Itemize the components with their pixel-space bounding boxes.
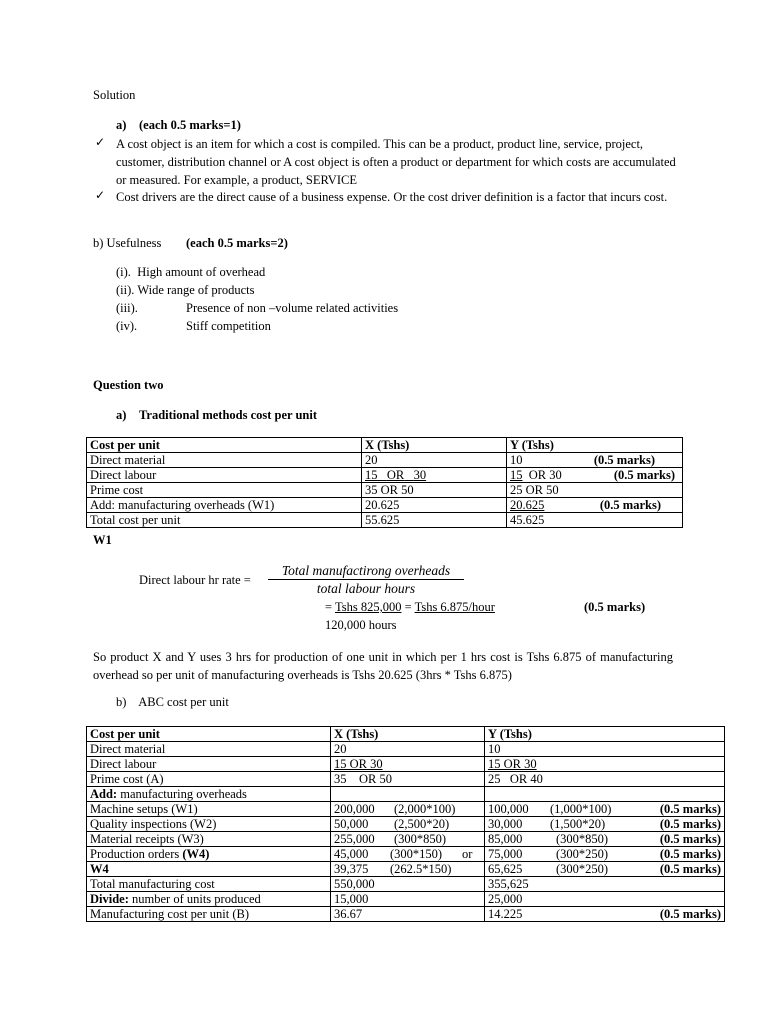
- marks-label: (0.5 marks): [613, 468, 675, 482]
- cell-y: [507, 498, 683, 513]
- w1-marks: (0.5 marks): [584, 600, 646, 614]
- cell-x: 39,375 (262.5*150): [331, 862, 485, 877]
- table-row: [87, 877, 725, 892]
- cell-y: [485, 787, 725, 802]
- row-label: Total cost per unit: [87, 513, 362, 528]
- cell-x: 20: [362, 453, 507, 468]
- row-label: Prime cost (A): [87, 772, 331, 787]
- row-label: Manufacturing cost per unit (B): [87, 907, 331, 922]
- cell-x: 36.67: [331, 907, 485, 922]
- hours-value: 120,000 hours: [325, 618, 397, 632]
- row-label: Machine setups (W1): [87, 802, 331, 817]
- cell-y: 65,625 (300*250) (0.5 marks): [485, 862, 725, 877]
- q2a-title: Traditional methods cost per unit: [139, 408, 318, 422]
- table-row: [87, 892, 725, 907]
- cell-y: 25 OR 40: [485, 772, 725, 787]
- marks-label: (0.5 marks): [599, 498, 661, 512]
- item-text: Stiff competition: [186, 319, 271, 333]
- part-b-label: b) Usefulness: [93, 236, 162, 250]
- cell-y-a: 15: [510, 468, 523, 482]
- w1-label: W1: [93, 533, 112, 547]
- cell-x: 55.625: [362, 513, 507, 528]
- rate-label: Direct labour hr rate =: [139, 573, 251, 587]
- table-row: [87, 483, 683, 498]
- row-label: Add: manufacturing overheads (W1): [87, 498, 362, 513]
- solution-heading: Solution: [93, 88, 136, 102]
- cell-x: 255,000 (300*850): [331, 832, 485, 847]
- row-label: Production orders (W4): [87, 847, 331, 862]
- table-header-row: [87, 438, 683, 453]
- cell-y: 355,625: [485, 877, 725, 892]
- cell-y: 75,000 (300*250) (0.5 marks): [485, 847, 725, 862]
- cell-x: [362, 468, 507, 483]
- cell-y: 45.625: [507, 513, 683, 528]
- marks-label: (0.5 marks): [659, 817, 721, 831]
- usefulness-item: [116, 283, 254, 298]
- row-label: Direct material: [87, 453, 362, 468]
- part-b-marks: (each 0.5 marks=2): [186, 236, 288, 250]
- table-header-row: [87, 727, 725, 742]
- question-two-heading: Question two: [93, 378, 164, 392]
- cell-y: 10: [485, 742, 725, 757]
- traditional-cost-table: [86, 437, 683, 528]
- cell-y: 30,000 (1,500*20) (0.5 marks): [485, 817, 725, 832]
- table-row: [87, 498, 683, 513]
- cell-x: 550,000: [331, 877, 485, 892]
- cell-y-value: 20.625: [510, 498, 545, 512]
- marks-label: (0.5 marks): [659, 802, 721, 816]
- item-number: (iii).: [116, 301, 138, 315]
- table-row: [87, 453, 683, 468]
- item-text: High amount of overhead: [137, 265, 266, 279]
- part-a-bullet-2: Cost drivers are the direct cause of a business expense. Or the cost driver definition is a factor that incurs cost.: [116, 190, 668, 204]
- row-label: Prime cost: [87, 483, 362, 498]
- table-row: [87, 817, 725, 832]
- part-a-bullet-1: A cost object is an item for which a cost is compiled. This can be a product, product line, service, project, customer, distribution channel or A cost object is often a product or department for which costs are accumulated or measured. For example, a product, SERVICE: [116, 137, 676, 187]
- table-row: [87, 742, 725, 757]
- table-row: [87, 513, 683, 528]
- q2a-label: a): [116, 408, 127, 422]
- cell-x: 35 OR 50: [331, 772, 485, 787]
- table-row: [87, 907, 725, 922]
- row-label: Material receipts (W3): [87, 832, 331, 847]
- cell-y: 25,000: [485, 892, 725, 907]
- table-row: [87, 787, 725, 802]
- cell-x: 35 OR 50: [362, 483, 507, 498]
- cell-x: 20: [331, 742, 485, 757]
- cell-x: 50,000 (2,500*20): [331, 817, 485, 832]
- check-icon: ✓: [95, 135, 106, 149]
- marks-label: (0.5 marks): [659, 907, 721, 921]
- header-y: Y (Tshs): [485, 727, 725, 742]
- cell-x: 200,000 (2,000*100): [331, 802, 485, 817]
- cell-y-value: 10: [510, 453, 523, 467]
- formula-denominator: total labour hours: [316, 581, 416, 596]
- row-label: Divide: number of units produced: [87, 892, 331, 907]
- row-label: Direct labour: [87, 468, 362, 483]
- table-row: [87, 862, 725, 877]
- table-row: [87, 847, 725, 862]
- table-row: [87, 802, 725, 817]
- marks-label: (0.5 marks): [659, 832, 721, 846]
- row-label: W4: [87, 862, 331, 877]
- part-a-marks: (each 0.5 marks=1): [139, 118, 241, 132]
- cell-x: 45,000 (300*150) or: [331, 847, 485, 862]
- row-label: Total manufacturing cost: [87, 877, 331, 892]
- cell-y: 15 OR 30: [485, 757, 725, 772]
- marks-label: (0.5 marks): [659, 847, 721, 861]
- cell-y: 85,000 (300*850) (0.5 marks): [485, 832, 725, 847]
- table-row: [87, 772, 725, 787]
- cell-x: [331, 787, 485, 802]
- table-row: [87, 832, 725, 847]
- cell-y: [507, 453, 683, 468]
- header-x: X (Tshs): [362, 438, 507, 453]
- header-cost-per-unit: Cost per unit: [87, 727, 331, 742]
- eq-rate: Tshs 6.875/hour: [414, 600, 495, 614]
- cell-y-b: OR 30: [528, 468, 562, 482]
- marks-label: (0.5 marks): [593, 453, 655, 467]
- header-y: Y (Tshs): [507, 438, 683, 453]
- usefulness-item: [116, 265, 265, 280]
- cell-y: [507, 468, 683, 483]
- eq-total: Tshs 825,000: [334, 600, 402, 614]
- cell-y: 25 OR 50: [507, 483, 683, 498]
- row-label: Add: manufacturing overheads: [87, 787, 331, 802]
- marks-label: (0.5 marks): [659, 862, 721, 876]
- part-a-label: a): [116, 118, 127, 132]
- cell-x: 20.625: [362, 498, 507, 513]
- cell-x-a: 15 OR 30: [365, 468, 427, 482]
- cell-y: 14.225 (0.5 marks): [485, 907, 725, 922]
- q2b-title: b) ABC cost per unit: [116, 695, 229, 709]
- formula-numerator: Total manufactirong overheads: [268, 562, 464, 580]
- row-label: Direct material: [87, 742, 331, 757]
- rate-formula: [268, 562, 464, 597]
- cell-x: 15,000: [331, 892, 485, 907]
- table-row: [87, 757, 725, 772]
- abc-cost-table: [86, 726, 725, 922]
- item-text: Presence of non –volume related activities: [186, 301, 399, 315]
- row-label: Quality inspections (W2): [87, 817, 331, 832]
- check-icon: ✓: [95, 188, 106, 202]
- header-cost-per-unit: Cost per unit: [87, 438, 362, 453]
- explanation-paragraph: So product X and Y uses 3 hrs for production of one unit in which per 1 hrs cost is Tshs 6.875 of manufacturing overhead so per unit of manufacturing overheads is Tshs 20.625 (3hrs * Tshs 6.875): [93, 650, 673, 682]
- rate-equation: = Tshs 825,000 = Tshs 6.875/hour: [325, 600, 495, 614]
- cell-x: 15 OR 30: [331, 757, 485, 772]
- cell-y: 100,000 (1,000*100) (0.5 marks): [485, 802, 725, 817]
- item-number: (ii).: [116, 283, 135, 297]
- item-number: (i).: [116, 265, 131, 279]
- header-x: X (Tshs): [331, 727, 485, 742]
- item-text: Wide range of products: [137, 283, 255, 297]
- row-label: Direct labour: [87, 757, 331, 772]
- table-row: [87, 468, 683, 483]
- item-number: (iv).: [116, 319, 138, 333]
